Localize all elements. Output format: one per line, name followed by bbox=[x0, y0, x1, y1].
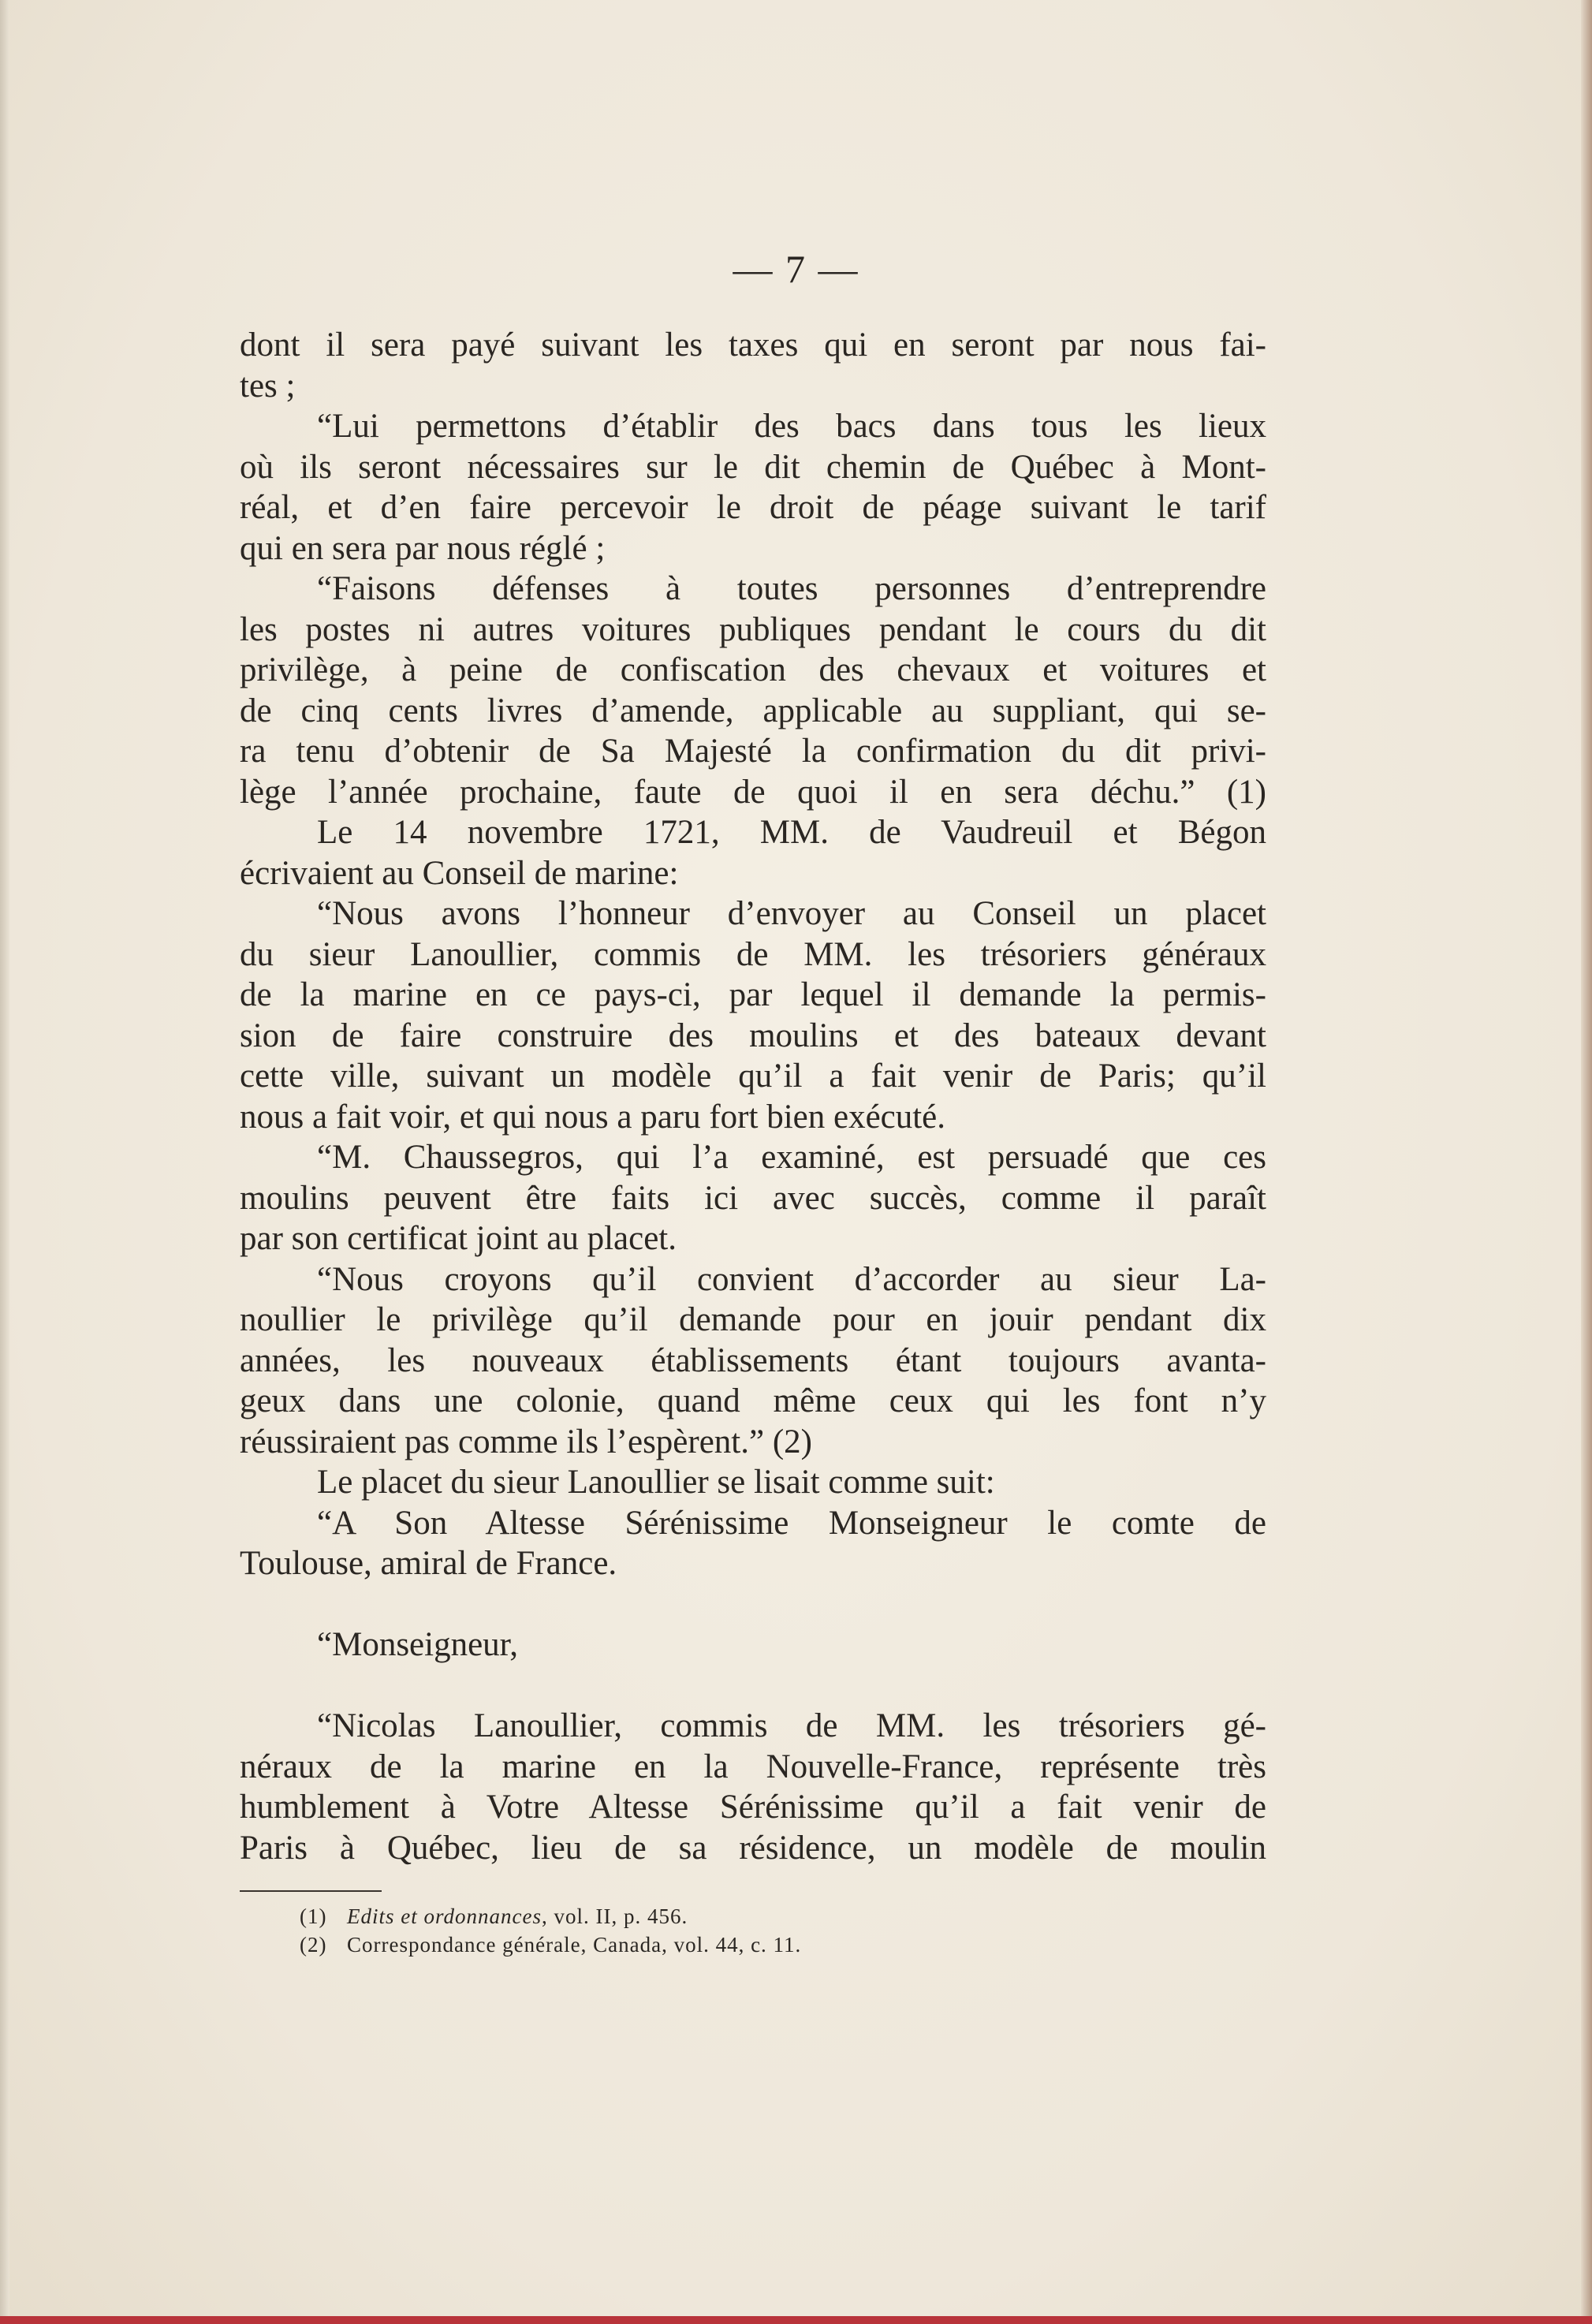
text-line: “Faisons défenses à toutes personnes d’entreprendre bbox=[317, 570, 1266, 607]
body-text bbox=[240, 325, 1266, 1868]
text-line: “Nous avons l’honneur d’envoyer au Conseil un placet bbox=[317, 895, 1266, 932]
text-line: les postes ni autres voitures publiques pendant le cours du dit bbox=[240, 610, 1266, 648]
text-line: Le placet du sieur Lanoullier se lisait comme suit: bbox=[317, 1464, 995, 1501]
page-right-edge bbox=[1581, 0, 1592, 2324]
text-line: qui en sera par nous réglé ; bbox=[240, 529, 606, 567]
text-line: humblement à Votre Altesse Sérénissime qu’il a fait venir de bbox=[240, 1789, 1266, 1826]
text-line: “Nous croyons qu’il convient d’accorder au sieur La- bbox=[317, 1260, 1266, 1298]
footnote-text: Correspondance générale, Canada, vol. 44, c. 11. bbox=[347, 1933, 802, 1957]
page-left-edge bbox=[0, 0, 9, 2324]
text-line: nous a fait voir, et qui nous a paru fort bien exécuté. bbox=[240, 1098, 946, 1136]
footnote-number: (1) bbox=[300, 1904, 327, 1928]
text-line: néraux de la marine en la Nouvelle-France, représente très bbox=[240, 1748, 1266, 1785]
text-line: lège l’année prochaine, faute de quoi il en sera déchu.” (1) bbox=[240, 773, 1266, 811]
footnote bbox=[300, 1902, 1167, 1930]
footnotes bbox=[300, 1902, 1167, 1959]
footnote bbox=[300, 1930, 1167, 1959]
text-line: “M. Chaussegros, qui l’a examiné, est persuadé que ces bbox=[317, 1139, 1266, 1176]
text-line: dont il sera payé suivant les taxes qui en seront par nous fai- bbox=[240, 326, 1266, 364]
text-line: de la marine en ce pays-ci, par lequel il demande la permis- bbox=[240, 976, 1266, 1013]
text-line: années, les nouveaux établissements étant toujours avanta- bbox=[240, 1341, 1266, 1379]
footnote-number: (2) bbox=[300, 1933, 327, 1957]
footnote-rule bbox=[240, 1890, 382, 1892]
text-line: où ils seront nécessaires sur le dit chemin de Québec à Mont- bbox=[240, 448, 1266, 486]
text-line: sion de faire construire des moulins et des bateaux devant bbox=[240, 1017, 1266, 1054]
text-line: cette ville, suivant un modèle qu’il a fait venir de Paris; qu’il bbox=[240, 1058, 1266, 1095]
text-line: “A Son Altesse Sérénissime Monseigneur le comte de bbox=[317, 1504, 1266, 1542]
text-line: écrivaient au Conseil de marine: bbox=[240, 854, 679, 892]
text-line: Paris à Québec, lieu de sa résidence, un modèle de moulin bbox=[240, 1829, 1266, 1867]
footnote-title: Edits et ordonnances bbox=[347, 1904, 542, 1928]
text-line: noullier le privilège qu’il demande pour en jouir pendant dix bbox=[240, 1301, 1266, 1338]
text-line: réal, et d’en faire percevoir le droit de péage suivant le tarif bbox=[240, 489, 1266, 526]
text-line: privilège, à peine de confiscation des chevaux et voitures et bbox=[240, 651, 1266, 688]
text-line: réussiraient pas comme ils l’espèrent.” (2) bbox=[240, 1423, 812, 1460]
page-number: — 7 — bbox=[733, 247, 859, 291]
text-line: par son certificat joint au placet. bbox=[240, 1220, 677, 1257]
text-line: geux dans une colonie, quand même ceux qui les font n’y bbox=[240, 1382, 1266, 1419]
text-line: “Monseigneur, bbox=[317, 1626, 519, 1663]
text-line: Le 14 novembre 1721, MM. de Vaudreuil et Bégon bbox=[317, 814, 1266, 851]
text-line: “Nicolas Lanoullier, commis de MM. les trésoriers gé- bbox=[317, 1707, 1266, 1744]
text-line: “Lui permettons d’établir des bacs dans tous les lieux bbox=[317, 408, 1266, 445]
footnote-text: , vol. II, p. 456. bbox=[541, 1904, 688, 1928]
text-line: moulins peuvent être faits ici avec succès, comme il paraît bbox=[240, 1179, 1266, 1217]
text-line: du sieur Lanoullier, commis de MM. les trésoriers généraux bbox=[240, 935, 1266, 973]
text-line: de cinq cents livres d’amende, applicable au suppliant, qui se- bbox=[240, 692, 1266, 729]
text-line: tes ; bbox=[240, 367, 296, 405]
text-line: Toulouse, amiral de France. bbox=[240, 1545, 617, 1582]
page-bottom-edge bbox=[0, 2316, 1592, 2324]
text-line: ra tenu d’obtenir de Sa Majesté la confirmation du dit privi- bbox=[240, 733, 1266, 770]
